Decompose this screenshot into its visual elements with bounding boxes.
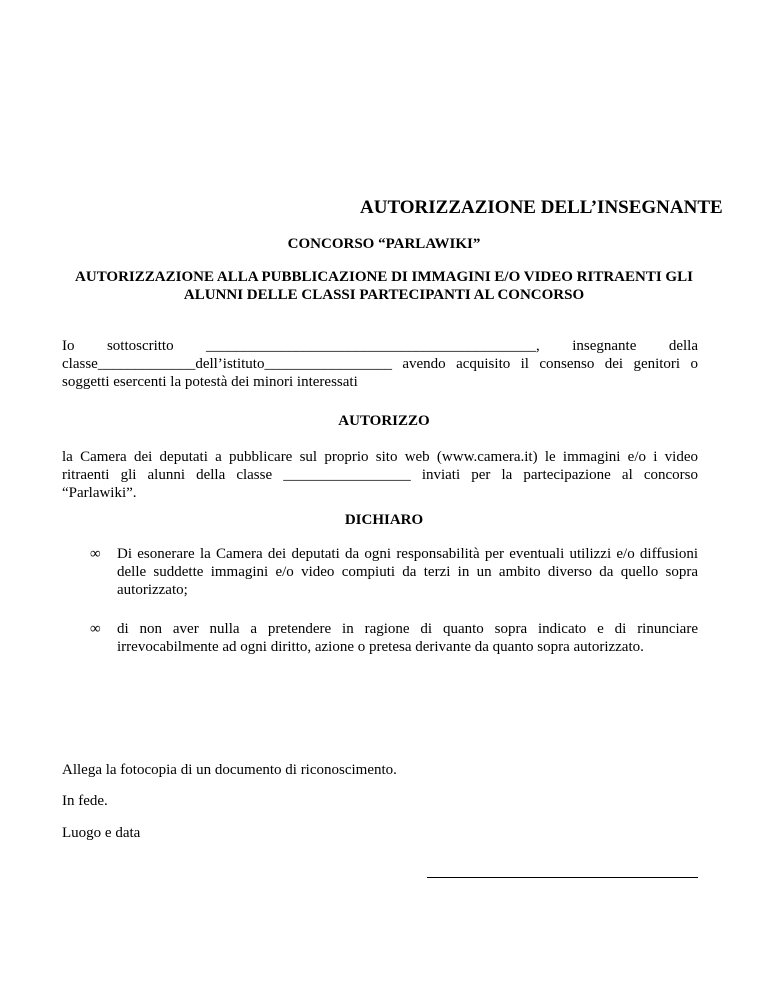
teacher-name-blank[interactable]: ____________________________________________, bbox=[206, 338, 540, 354]
bullet-text: di non aver nulla a pretendere in ragione di quanto sopra indicato e di rinunciare irrevocabilmente ad ogni diritto, azione o pretesa derivante da quanto sopra autorizzato. bbox=[117, 621, 698, 655]
in-fede-text: In fede. bbox=[62, 793, 108, 809]
attachment-note: Allega la fotocopia di un documento di riconoscimento. bbox=[62, 762, 397, 778]
autorizzo-heading: AUTORIZZO bbox=[338, 413, 430, 429]
declaration-line-1: Io sottoscritto ____________________________________________, insegnante della bbox=[62, 338, 698, 354]
document-title: AUTORIZZAZIONE DELL’INSEGNANTE bbox=[360, 197, 723, 218]
declaration-paragraph bbox=[62, 337, 698, 391]
bullet-text: Di esonerare la Camera dei deputati da ogni responsabilità per eventuali utilizzi e/o diffusioni delle suddette immagini e/o video compiuti da terzi in un ambito diverso da quello sopra autorizzato; bbox=[117, 546, 698, 598]
bullet-item bbox=[90, 620, 698, 656]
infinity-bullet-icon: ∞ bbox=[90, 546, 101, 562]
authorization-line-3: “Parlawiki”. bbox=[62, 485, 137, 501]
heading-line-1: AUTORIZZAZIONE ALLA PUBBLICAZIONE DI IMMAGINI E/O VIDEO RITRAENTI GLI bbox=[75, 269, 693, 285]
infinity-bullet-icon: ∞ bbox=[90, 621, 101, 637]
heading-line-2: ALUNNI DELLE CLASSI PARTECIPANTI AL CONCORSO bbox=[183, 287, 585, 303]
authorization-line-2[interactable]: ritraenti gli alunni della classe _________________ inviati per la partecipazione al concorso bbox=[62, 467, 698, 483]
place-date-label: Luogo e data bbox=[62, 825, 141, 841]
authorization-line-1: la Camera dei deputati a pubblicare sul proprio sito web (www.camera.it) le immagini e/o i video bbox=[62, 449, 698, 465]
declaration-line-3: soggetti esercenti la potestà dei minori interessati bbox=[62, 374, 358, 390]
authorization-paragraph bbox=[62, 448, 698, 502]
dichiaro-heading: DICHIARO bbox=[344, 512, 424, 528]
signature-line[interactable] bbox=[427, 877, 698, 878]
bullet-item bbox=[90, 545, 698, 599]
declaration-line-2[interactable]: classe_____________dell’istituto_________________ avendo acquisito il consenso dei genitori o bbox=[62, 356, 698, 372]
contest-name: CONCORSO “PARLAWIKI” bbox=[287, 236, 481, 252]
authorization-heading bbox=[62, 268, 706, 304]
